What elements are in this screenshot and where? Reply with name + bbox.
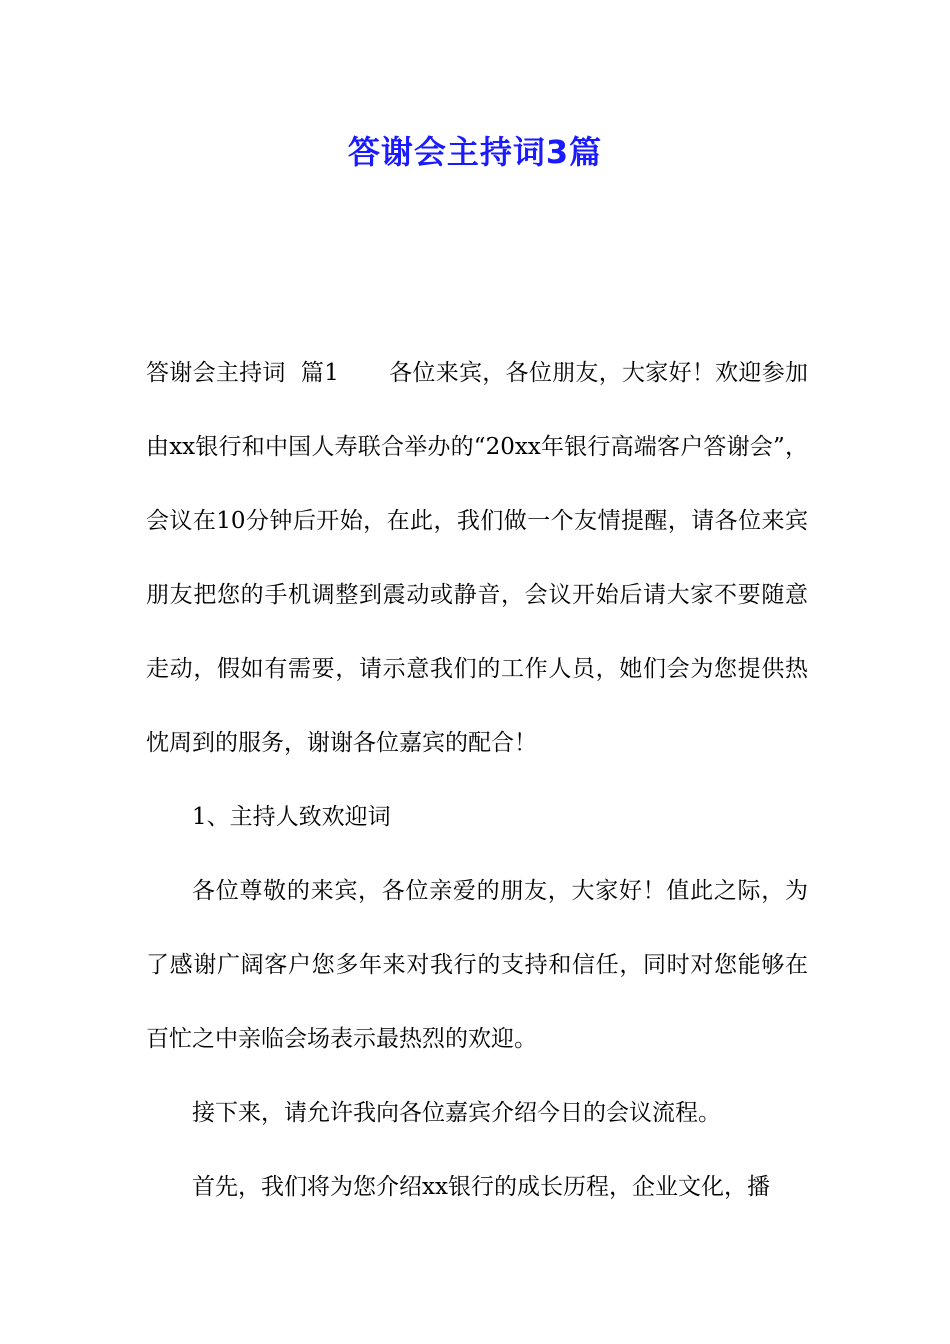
document-title: 答谢会主持词3篇 xyxy=(347,133,603,171)
intro-text: 各位来宾，各位朋友，大家好！欢迎参加由xx银行和中国人寿联合举办的“20xx年银行高端客户答谢会”，会议在10分钟后开始，在此，我们做一个友情提醒，请各位来宾朋友把您的手机调整到震动或静音，会议开始后请大家不要随意走动，假如有需要，请示意我们的工作人员，她们会为您提供热忱周到的服务，谢谢各位嘉宾的配合！ xyxy=(146,360,809,756)
agenda-intro-paragraph: 接下来，请允许我向各位嘉宾介绍今日的会议流程。 xyxy=(192,1100,721,1126)
first-item-paragraph: 首先，我们将为您介绍xx银行的成长历程，企业文化，播 xyxy=(192,1174,770,1200)
intro-paragraph xyxy=(146,336,808,780)
agenda-item-heading: 1、主持人致欢迎词 xyxy=(192,804,391,830)
document-body xyxy=(146,336,808,1224)
welcome-paragraph: 各位尊敬的来宾，各位亲爱的朋友，大家好！值此之际，为了感谢广阔客户您多年来对我行的支持和信任，同时对您能够在百忙之中亲临会场表示最热烈的欢迎。 xyxy=(146,878,808,1052)
section-heading: 答谢会主持词 篇1 xyxy=(146,360,339,386)
